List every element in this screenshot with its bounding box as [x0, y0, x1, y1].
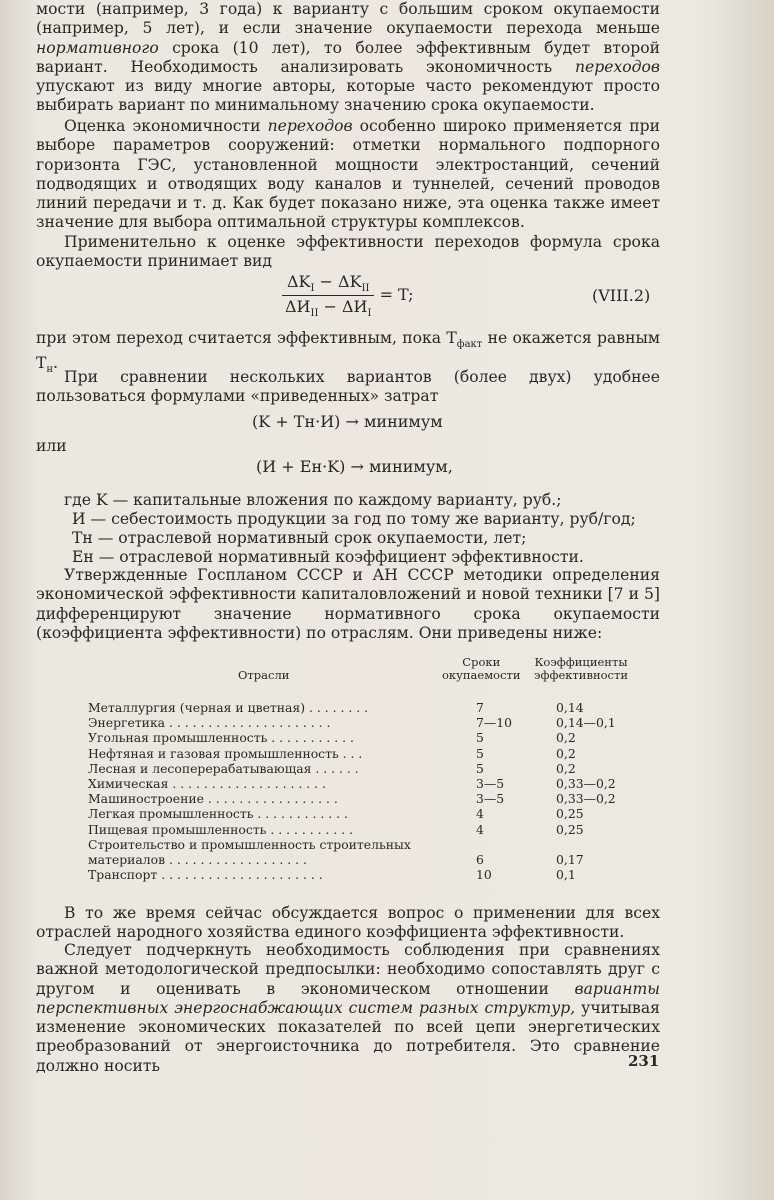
efficiency-coefficient: 0,14: [556, 700, 584, 715]
industry-name: Транспорт . . . . . . . . . . . . . . . . . . . . .: [88, 867, 323, 883]
payback-years: 7—10: [476, 715, 513, 731]
table-row: [88, 776, 648, 791]
definition-k: где K — капитальные вложения по каждому варианту, руб.;: [64, 491, 562, 509]
table-row: [88, 715, 648, 730]
paragraph-formula-intro: Применительно к оценке эффективности переходов формула срока окупаемости принимает вид: [36, 233, 660, 271]
efficiency-coefficient: 0,33—0,2: [556, 791, 616, 807]
definition-i: И — себестоимость продукции за год по тому же варианту, руб/год;: [72, 510, 636, 528]
formula-payback-transition: $\frac{\Delta K_I - \Delta K_{II}}{\Delta И_{II} - \Delta И_I}$ = T;: [282, 272, 414, 319]
top-paragraph: мости (например, 3 года) к варианту с большим сроком окупаемости (например, 5 лет), и если значение окупаемости перехода меньше нормативного срока (10 лет), то более эффективным будет второй вариант. Необходимость анализировать экономичность переходов упускают из виду многие авторы, которые часто рекомендуют просто выбирать вариант по минимальному значению срока окупаемости.: [36, 0, 660, 115]
paragraph-estimate: Оценка экономичности переходов особенно широко применяется при выборе параметров сооружений: отметки нормального подпорного горизонта ГЭС, установленной мощности электростанций, сечений подводящих и отводящих воду каналов и туннелей, сечений проводов линий передачи и т. д. Как будет показано ниже, эта оценка также имеет значение для выбора оптимальной структуры комплексов.: [36, 117, 660, 232]
table-row: [88, 730, 648, 745]
table-row: [88, 837, 648, 852]
page-number: 231: [628, 1052, 660, 1070]
payback-years: 6: [476, 851, 484, 867]
header-coefficients: Коэффициенты эффективности: [534, 655, 628, 682]
table-row: [88, 761, 648, 776]
paragraph-compare: При сравнении нескольких вариантов (более двух) удобнее пользоваться формулами «приведенных» затрат: [36, 368, 660, 406]
efficiency-coefficient: 0,14—0,1: [556, 715, 616, 731]
industry-name: Угольная промышленность . . . . . . . . . . .: [88, 730, 354, 746]
payback-years: 10: [476, 867, 492, 883]
table-row: [88, 822, 648, 837]
table-row: [88, 700, 648, 715]
formula-fraction: $\frac{\Delta K_I - \Delta K_{II}}{\Delta И_{II} - \Delta И_I}$: [282, 272, 374, 319]
payback-years: 4: [476, 806, 484, 822]
table-body: [88, 700, 648, 882]
definitions-list: [36, 491, 660, 567]
efficiency-coefficient: 0,25: [556, 806, 584, 822]
paragraph-approved: Утвержденные Госпланом СССР и АН СССР методики определения экономической эффективности капиталовложений и новой техники [7 и 5] дифференцируют значение нормативного срока окупаемости (коэффициента эффективности) по отраслям. Они приведены ниже:: [36, 566, 660, 642]
table-row: [88, 867, 648, 882]
industry-name: Пищевая промышленность . . . . . . . . . . .: [88, 821, 354, 837]
industry-name: Строительство и промышленность строительных: [88, 836, 411, 852]
industry-name: Легкая промышленность . . . . . . . . . . . .: [88, 806, 348, 822]
or-word: или: [36, 437, 67, 455]
efficiency-coefficient: 0,2: [556, 745, 576, 761]
payback-years: 3—5: [476, 775, 505, 791]
industries-table: [88, 656, 648, 882]
equation-number: (VIII.2): [592, 286, 651, 305]
definition-en: Eн — отраслевой нормативный коэффициент эффективности.: [72, 548, 584, 566]
efficiency-coefficient: 0,1: [556, 867, 576, 883]
definition-tn: Tн — отраслевой нормативный срок окупаемости, лет;: [72, 529, 527, 547]
table-row: [88, 746, 648, 761]
industry-name: Химическая . . . . . . . . . . . . . . . . . . . .: [88, 775, 326, 791]
payback-years: 7: [476, 700, 484, 715]
efficiency-coefficient: 0,33—0,2: [556, 775, 616, 791]
efficiency-coefficient: 0,17: [556, 851, 584, 867]
efficiency-coefficient: 0,2: [556, 730, 576, 746]
table-header: [88, 656, 648, 700]
efficiency-coefficient: 0,25: [556, 821, 584, 837]
formula-reduced-costs-1: (K + Tн·И) → минимум: [252, 412, 443, 431]
table-row: [88, 806, 648, 821]
payback-years: 3—5: [476, 791, 505, 807]
payback-years: 4: [476, 821, 484, 837]
industry-name: Машиностроение . . . . . . . . . . . . . . . . .: [88, 791, 338, 807]
industry-name: материалов . . . . . . . . . . . . . . . . . .: [88, 851, 307, 867]
formula-reduced-costs-2: (И + Eн·K) → минимум,: [256, 457, 453, 476]
payback-years: 5: [476, 730, 484, 746]
industry-name: Металлургия (черная и цветная) . . . . . . . .: [88, 700, 369, 715]
paragraph-after-formula: при этом переход считается эффективным, пока $T_{факт}$ не окажется равным $T_н$.: [36, 329, 660, 376]
industry-name: Нефтяная и газовая промышленность . . .: [88, 745, 363, 761]
industry-name: Энергетика . . . . . . . . . . . . . . . . . . . . .: [88, 715, 331, 731]
payback-years: 5: [476, 760, 484, 776]
payback-years: 5: [476, 745, 484, 761]
header-payback: Сроки окупаемости: [442, 655, 521, 682]
header-industries: Отрасли: [238, 668, 290, 682]
paragraph-discussion: В то же время сейчас обсуждается вопрос о применении для всех отраслей народного хозяйства единого коэффициента эффективности.: [36, 904, 660, 942]
paragraph-final: Следует подчеркнуть необходимость соблюдения при сравнениях важной методологической предпосылки: необходимо сопоставлять друг с другом и оценивать в экономическом отношении варианты перспективных энергоснабжающих систем разных структур, учитывая изменение экономических показателей по всей цепи энергетических преобразований от энергоисточника до потребителя. Это сравнение должно носить: [36, 941, 660, 1075]
table-row: [88, 791, 648, 806]
table-row: [88, 852, 648, 867]
efficiency-coefficient: 0,2: [556, 760, 576, 776]
industry-name: Лесная и лесоперерабатывающая . . . . . .: [88, 760, 359, 776]
